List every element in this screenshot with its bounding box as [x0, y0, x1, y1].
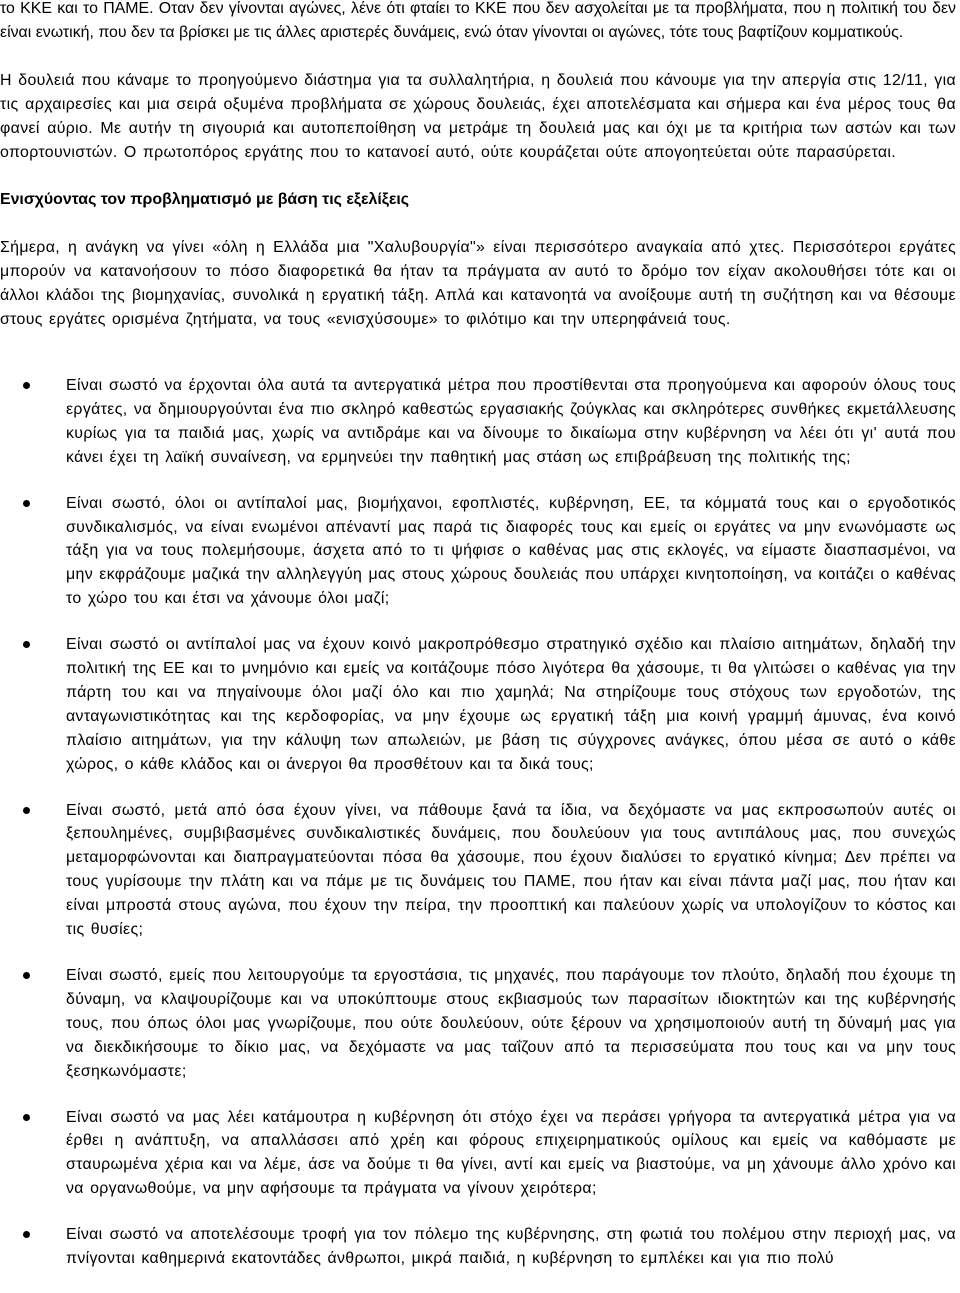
spacer	[0, 332, 960, 356]
list-item-text: Είναι σωστό οι αντίπαλοί μας να έχουν κοινό μακροπρόθεσμο στρατηγικό σχέδιο και πλαίσιο αιτημάτων, δηλαδή την πολιτική της ΕΕ και το μνημόνιο και εμείς να κοιτάζουμε πόσο λιγότερα θα χάσουμε, τι θα γλιτώσει ο καθένας για την πάρτη του και να πηγαίνουμε όλοι μαζί όλο και πιο χαμηλά; Να στηρίζουμε τους στόχους των εργοδοτών, της ανταγωνιστικότητας και της κερδοφορίας, να μην έχουμε ως εργατική τάξη μια κοινή γραμμή άμυνας, ένα κοινό πλαίσιο αιτημάτων, για την κάλυψη των απωλειών, με βάση τις σύγχρονες ανάγκες, όπου μέσα σε αυτό ο κάθε χώρος, ο κάθε κλάδος και οι άνεργοι θα προσθέτουν και τα δικά τους;	[66, 636, 956, 773]
bullet-icon	[23, 382, 30, 389]
list-item	[0, 492, 960, 612]
spacer	[0, 164, 960, 188]
list-item	[0, 633, 960, 776]
section-heading: Ενισχύοντας τον προβληματισμό με βάση τις εξελίξεις	[0, 191, 410, 209]
list-item-text: Είναι σωστό, όλοι οι αντίπαλοί μας, βιομήχανοι, εφοπλιστές, κυβέρνηση, ΕΕ, τα κόμματά τους και ο εργοδοτικός συνδικαλισμός, να είναι ενωμένοι απέναντί μας παρά τις διαφορές τους και εμείς οι εργάτες να μην ενωνόμαστε ως τάξη για να τους πολεμήσουμε, άσχετα από το τι ψήφισε ο καθένας μας στις εκλογές, να είμαστε διασπασμένοι, να μην εκφράζουμε μαζικά την αλληλεγγύη μας στους χώρους δουλειάς που υπάρχει κινητοποίηση, να κοιτάζει ο καθένας το χώρο του και έτσι να χάνουμε όλοι μαζί;	[66, 494, 956, 608]
list-item-text: Είναι σωστό, εμείς που λειτουργούμε τα εργοστάσια, τις μηχανές, που παράγουμε τον πλούτο, δηλαδή που έχουμε τη δύναμη, να κλαψουρίζουμε και να υποκύπτουμε στους εκβιασμούς των παρασίτων ιδιοκτητών και της κυβέρνησής τους, που όπως όλοι μας γνωρίζουμε, που ούτε δουλεύουν, ούτε ξέρουν να χρησιμοποιούν αυτή τη δύναμή μας για να διεκδικήσουμε το δίκιο μας, να δεχόμαστε να μας ταΐζουν από τα περισσεύματα που τους και να μην τους ξεσηκωνόμαστε;	[66, 967, 956, 1080]
section-paragraph: Σήμερα, η ανάγκη να γίνει «όλη η Ελλάδα μια "Χαλυβουργία"» είναι περισσότερο αναγκαία από χτες. Περισσότεροι εργάτες μπορούν να κατανοήσουν το πόσο διαφορετικά θα ήταν τα πράγματα αν αυτό το δρόμο τον είχαν ακολουθήσει τότε και οι άλλοι κλάδοι της βιομηχανίας, συνολικά η εργατική τάξη. Απλά και κατανοητά να ανοίξουμε αυτή τη συζήτηση και να θέσουμε στους εργάτες ορισμένα ζητήματα, να τους «ενισχύσουμε» το φιλότιμο και την υπερηφάνειά τους.	[0, 239, 956, 329]
list-item-text: Είναι σωστό, μετά από όσα έχουν γίνει, να πάθουμε ξανά τα ίδια, να δεχόμαστε να μας εκπροσωπούν αυτές οι ξεπουλημένες, συμβιβασμένες συνδικαλιστικές δυνάμεις, που δουλεύουν για τους αντιπάλους μας, που συνεχώς μεταμορφώνονται και διαπραγματεύονται πόσα θα χάσουμε, που έχουν διαλύσει το εργατικό κίνημα; Δεν πρέπει να τους γυρίσουμε την πλάτη και να πάμε με τις δυνάμεις του ΠΑΜΕ, που ήταν και είναι πάντα μαζί μας, που ήταν και είναι μπροστά στους αγώνα, που έχουν την πείρα, την προοπτική και παλεύουν χωρίς να υπολογίζουν το κόστος και τις θυσίες;	[66, 801, 956, 939]
list-item	[0, 374, 960, 470]
list-item-text: Είναι σωστό να μας λέει κατάμουτρα η κυβέρνηση ότι στόχο έχει να περάσει γρήγορα τα αντεργατικά μέτρα για να έρθει η ανάπτυξη, να απαλλάσσει από χρέη και φόρους επιχειρηματικούς ομίλους και εμείς να καθόμαστε με σταυρωμένα χέρια και να λέμε, άσε να δούμε τι θα γίνει, αντί και εμείς να βιαστούμε, να μη χάνουμε άλλο χρόνο και να οργανωθούμε, να μην αφήσουμε τα πράγματα να γίνουν χειρότερα;	[66, 1108, 956, 1198]
list-item	[0, 1223, 960, 1271]
list-item-text: Είναι σωστό να έρχονται όλα αυτά τα αντεργατικά μέτρα που προστίθενται στα προηγούμενα και αφορούν όλους τους εργάτες, να δημιουργούνται ένα πιο σκληρό καθεστώς εργασιακής ζούγκλας και σκληρότερες συνθήκες εκμετάλλευσης κυρίως για τα παιδιά μας, χωρίς να αντιδράμε και να δίνουμε το δικαίωμα στην κυβέρνηση να λέει ότι γι' αυτά που κάνει έχει τη λαϊκή συναίνεση, να ερμηνεύει την παθητική μας στάση ως επιβράβευση της πολιτικής της;	[66, 376, 956, 466]
bullet-icon	[23, 500, 30, 507]
body-paragraph: Η δουλειά που κάναμε το προηγούμενο διάστημα για τα συλλαλητήρια, η δουλειά που κάνουμε για την απεργία στις 12/11, για τις αρχαιρεσίες και μια σειρά οξυμένα προβλήματα σε χώρους δουλειάς, έχει αποτελέσματα και σήμερα και ένα μέρος τους θα φανεί αύριο. Με αυτήν τη σιγουριά και αυτοπεποίθηση να μετράμε τη δουλειά μας και όχι με τα κριτήρια των αστών και των οπορτουνιστών. Ο πρωτοπόρος εργάτης που το κατανοεί αυτό, ούτε κουράζεται ούτε απογοητεύεται ούτε παρασύρεται.	[0, 71, 956, 161]
bullet-list	[0, 374, 960, 1271]
spacer	[0, 212, 960, 236]
list-item	[0, 964, 960, 1084]
spacer	[0, 45, 960, 69]
bullet-icon	[23, 1114, 30, 1121]
intro-paragraph: το ΚΚΕ και το ΠΑΜΕ. Οταν δεν γίνονται αγώνες, λένε ότι φταίει το ΚΚΕ που δεν ασχολείται με τα προβλήματα, που η πολιτική του δεν είναι ενωτική, που δεν τα βρίσκει με τις άλλες αριστερές δυνάμεις, ενώ όταν γίνονται οι αγώνες, τότε τους βαφτίζουν κομματικούς.	[0, 0, 956, 41]
list-item	[0, 799, 960, 942]
list-item-text: Είναι σωστό να αποτελέσουμε τροφή για τον πόλεμο της κυβέρνησης, στη φωτιά του πολέμου στην περιοχή μας, να πνίγονται καθημερινά εκατοντάδες άνθρωποι, μικρά παιδιά, η κυβέρνηση το εμπλέκει και για πιο πολύ	[66, 1226, 956, 1268]
bullet-icon	[23, 972, 30, 979]
spacer	[0, 356, 960, 374]
list-item	[0, 1106, 960, 1202]
bullet-icon	[23, 641, 30, 648]
bullet-icon	[23, 807, 30, 814]
bullet-icon	[23, 1231, 30, 1238]
